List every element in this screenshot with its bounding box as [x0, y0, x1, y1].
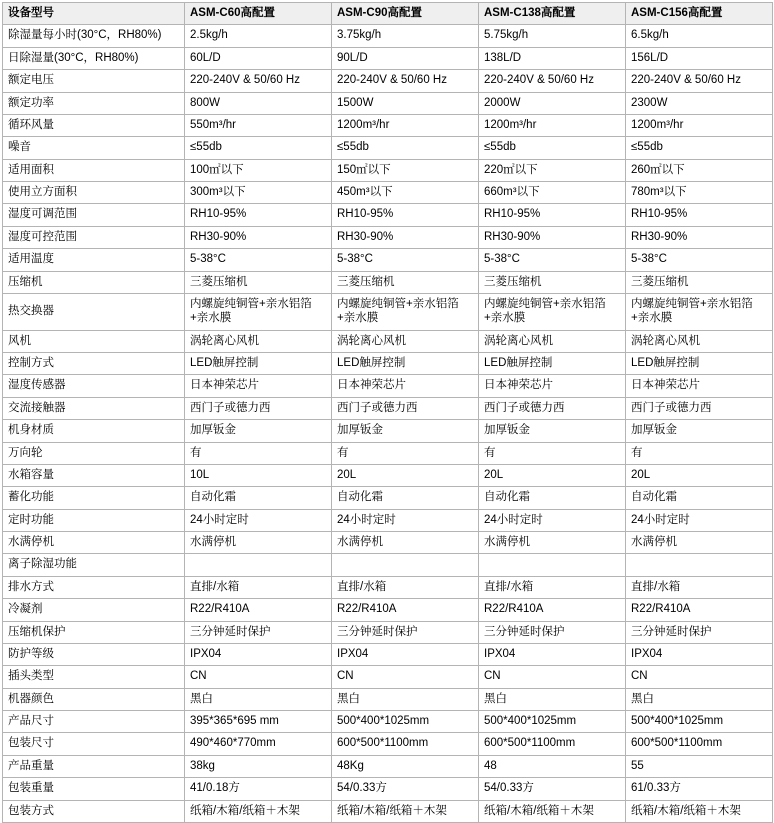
- row-label: 定时功能: [3, 509, 185, 531]
- table-cell: R22/R410A: [479, 599, 626, 621]
- table-cell: ≤55db: [626, 137, 773, 159]
- table-cell: 150㎡以下: [332, 159, 479, 181]
- table-cell: 三分钟延时保护: [626, 621, 773, 643]
- row-label: 压缩机: [3, 271, 185, 293]
- row-label: 控制方式: [3, 353, 185, 375]
- table-row: [3, 92, 773, 114]
- table-cell: 5-38°C: [185, 249, 332, 271]
- row-label: 湿度可调范围: [3, 204, 185, 226]
- table-row: [3, 159, 773, 181]
- table-cell: 550m³/hr: [185, 114, 332, 136]
- table-cell: LED触屏控制: [185, 353, 332, 375]
- table-row: [3, 137, 773, 159]
- table-cell: [332, 554, 479, 576]
- column-header-c156: ASM-C156高配置: [626, 3, 773, 25]
- row-label: 插头类型: [3, 666, 185, 688]
- table-cell: 纸箱/木箱/纸箱＋木架: [479, 800, 626, 822]
- table-cell: 涡轮离心风机: [626, 330, 773, 352]
- row-label: 除湿量每小时(30°C，RH80%): [3, 25, 185, 47]
- table-cell: CN: [626, 666, 773, 688]
- table-cell: 2.5kg/h: [185, 25, 332, 47]
- table-cell: 加厚钣金: [332, 420, 479, 442]
- table-cell: ≤55db: [185, 137, 332, 159]
- table-cell: 涡轮离心风机: [332, 330, 479, 352]
- row-label: 日除湿量(30°C，RH80%): [3, 47, 185, 69]
- table-cell: 内螺旋纯铜管+亲水铝箔+亲水膜: [185, 293, 332, 330]
- table-row: [3, 375, 773, 397]
- table-cell: 西门子或德力西: [185, 397, 332, 419]
- table-cell: 24小时定时: [626, 509, 773, 531]
- column-header-model: 设备型号: [3, 3, 185, 25]
- table-row: [3, 688, 773, 710]
- row-label: 万向轮: [3, 442, 185, 464]
- table-cell: 600*500*1100mm: [479, 733, 626, 755]
- table-cell: 2300W: [626, 92, 773, 114]
- table-row: [3, 249, 773, 271]
- table-cell: 内螺旋纯铜管+亲水铝箔+亲水膜: [626, 293, 773, 330]
- row-label: 风机: [3, 330, 185, 352]
- table-cell: 1200m³/hr: [479, 114, 626, 136]
- table-cell: 156L/D: [626, 47, 773, 69]
- table-row: [3, 25, 773, 47]
- table-cell: 54/0.33方: [479, 778, 626, 800]
- table-cell: 5-38°C: [479, 249, 626, 271]
- row-label: 适用面积: [3, 159, 185, 181]
- table-cell: 55: [626, 755, 773, 777]
- table-cell: RH30-90%: [479, 226, 626, 248]
- table-row: [3, 442, 773, 464]
- row-label: 水满停机: [3, 532, 185, 554]
- row-label: 防护等级: [3, 643, 185, 665]
- table-cell: 黑白: [332, 688, 479, 710]
- column-header-c138: ASM-C138高配置: [479, 3, 626, 25]
- row-label: 噪音: [3, 137, 185, 159]
- table-cell: 100㎡以下: [185, 159, 332, 181]
- table-cell: 直排/水箱: [332, 576, 479, 598]
- table-row: [3, 353, 773, 375]
- table-cell: 三菱压缩机: [479, 271, 626, 293]
- table-row: [3, 554, 773, 576]
- row-label: 适用温度: [3, 249, 185, 271]
- table-row: [3, 204, 773, 226]
- table-cell: 600*500*1100mm: [332, 733, 479, 755]
- table-row: [3, 643, 773, 665]
- table-row: [3, 666, 773, 688]
- table-cell: ≤55db: [479, 137, 626, 159]
- row-label: 额定功率: [3, 92, 185, 114]
- table-cell: 780m³以下: [626, 182, 773, 204]
- table-cell: 61/0.33方: [626, 778, 773, 800]
- table-cell: R22/R410A: [185, 599, 332, 621]
- table-cell: 涡轮离心风机: [479, 330, 626, 352]
- row-label: 机器颜色: [3, 688, 185, 710]
- row-label: 产品重量: [3, 755, 185, 777]
- table-cell: 60L/D: [185, 47, 332, 69]
- table-cell: 水满停机: [185, 532, 332, 554]
- table-cell: 三菱压缩机: [332, 271, 479, 293]
- table-cell: 纸箱/木箱/纸箱＋木架: [332, 800, 479, 822]
- table-cell: R22/R410A: [626, 599, 773, 621]
- table-row: [3, 576, 773, 598]
- table-row: [3, 487, 773, 509]
- table-cell: 5-38°C: [626, 249, 773, 271]
- row-label: 产品尺寸: [3, 711, 185, 733]
- table-cell: 涡轮离心风机: [185, 330, 332, 352]
- table-cell: LED触屏控制: [626, 353, 773, 375]
- table-cell: 纸箱/木箱/纸箱＋木架: [185, 800, 332, 822]
- table-cell: 10L: [185, 464, 332, 486]
- row-label: 离子除湿功能: [3, 554, 185, 576]
- table-row: [3, 182, 773, 204]
- table-cell: ≤55db: [332, 137, 479, 159]
- table-cell: 1500W: [332, 92, 479, 114]
- table-row: [3, 420, 773, 442]
- table-cell: [479, 554, 626, 576]
- table-row: [3, 733, 773, 755]
- table-cell: 490*460*770mm: [185, 733, 332, 755]
- table-cell: 水满停机: [626, 532, 773, 554]
- table-cell: 直排/水箱: [479, 576, 626, 598]
- row-label: 额定电压: [3, 70, 185, 92]
- table-cell: 38kg: [185, 755, 332, 777]
- table-cell: 600*500*1100mm: [626, 733, 773, 755]
- table-cell: 三菱压缩机: [626, 271, 773, 293]
- table-cell: 500*400*1025mm: [626, 711, 773, 733]
- table-cell: 纸箱/木箱/纸箱＋木架: [626, 800, 773, 822]
- table-cell: 500*400*1025mm: [479, 711, 626, 733]
- table-cell: 395*365*695 mm: [185, 711, 332, 733]
- table-cell: 黑白: [626, 688, 773, 710]
- table-cell: 加厚钣金: [185, 420, 332, 442]
- table-cell: RH10-95%: [479, 204, 626, 226]
- table-cell: LED触屏控制: [479, 353, 626, 375]
- table-cell: RH30-90%: [332, 226, 479, 248]
- table-cell: RH30-90%: [185, 226, 332, 248]
- table-cell: 41/0.18方: [185, 778, 332, 800]
- table-cell: 20L: [332, 464, 479, 486]
- table-cell: [626, 554, 773, 576]
- table-row: [3, 778, 773, 800]
- table-cell: 内螺旋纯铜管+亲水铝箔+亲水膜: [479, 293, 626, 330]
- table-row: [3, 114, 773, 136]
- table-row: [3, 271, 773, 293]
- table-cell: RH10-95%: [626, 204, 773, 226]
- specification-table: [2, 2, 773, 823]
- table-cell: 直排/水箱: [626, 576, 773, 598]
- row-label: 包装尺寸: [3, 733, 185, 755]
- table-cell: 450m³以下: [332, 182, 479, 204]
- row-label: 冷凝剂: [3, 599, 185, 621]
- table-header: [3, 3, 773, 25]
- table-cell: 西门子或德力西: [626, 397, 773, 419]
- table-cell: 1200m³/hr: [626, 114, 773, 136]
- table-cell: IPX04: [479, 643, 626, 665]
- table-cell: 三分钟延时保护: [185, 621, 332, 643]
- table-row: [3, 226, 773, 248]
- table-cell: RH10-95%: [185, 204, 332, 226]
- table-cell: 48Kg: [332, 755, 479, 777]
- table-cell: 800W: [185, 92, 332, 114]
- table-cell: IPX04: [626, 643, 773, 665]
- table-cell: 内螺旋纯铜管+亲水铝箔+亲水膜: [332, 293, 479, 330]
- table-cell: 有: [479, 442, 626, 464]
- table-row: [3, 464, 773, 486]
- table-cell: CN: [332, 666, 479, 688]
- table-cell: 1200m³/hr: [332, 114, 479, 136]
- row-label: 包装重量: [3, 778, 185, 800]
- table-cell: 三菱压缩机: [185, 271, 332, 293]
- table-cell: 20L: [479, 464, 626, 486]
- table-row: [3, 621, 773, 643]
- table-row: [3, 800, 773, 822]
- row-label: 包装方式: [3, 800, 185, 822]
- table-row: [3, 397, 773, 419]
- table-row: [3, 532, 773, 554]
- table-cell: 水满停机: [479, 532, 626, 554]
- table-cell: 220-240V & 50/60 Hz: [332, 70, 479, 92]
- table-cell: [185, 554, 332, 576]
- table-cell: 三分钟延时保护: [332, 621, 479, 643]
- table-cell: 24小时定时: [332, 509, 479, 531]
- row-label: 使用立方面积: [3, 182, 185, 204]
- table-cell: 300m³以下: [185, 182, 332, 204]
- table-row: [3, 330, 773, 352]
- row-label: 水箱容量: [3, 464, 185, 486]
- table-row: [3, 509, 773, 531]
- table-cell: LED触屏控制: [332, 353, 479, 375]
- table-header-row: [3, 3, 773, 25]
- table-cell: 220-240V & 50/60 Hz: [626, 70, 773, 92]
- table-cell: RH30-90%: [626, 226, 773, 248]
- table-cell: 日本神荣芯片: [332, 375, 479, 397]
- table-row: [3, 70, 773, 92]
- table-row: [3, 47, 773, 69]
- table-cell: 20L: [626, 464, 773, 486]
- table-cell: 有: [626, 442, 773, 464]
- table-cell: 2000W: [479, 92, 626, 114]
- row-label: 循环风量: [3, 114, 185, 136]
- table-cell: 黑白: [479, 688, 626, 710]
- table-cell: 500*400*1025mm: [332, 711, 479, 733]
- table-cell: 260㎡以下: [626, 159, 773, 181]
- table-cell: 自动化霜: [185, 487, 332, 509]
- row-label: 湿度传感器: [3, 375, 185, 397]
- row-label: 交流接触器: [3, 397, 185, 419]
- table-cell: 加厚钣金: [626, 420, 773, 442]
- table-row: [3, 755, 773, 777]
- row-label: 湿度可控范围: [3, 226, 185, 248]
- table-cell: 5-38°C: [332, 249, 479, 271]
- table-cell: IPX04: [332, 643, 479, 665]
- table-cell: 西门子或德力西: [479, 397, 626, 419]
- table-cell: 日本神荣芯片: [185, 375, 332, 397]
- table-cell: 黑白: [185, 688, 332, 710]
- table-cell: 6.5kg/h: [626, 25, 773, 47]
- table-cell: 48: [479, 755, 626, 777]
- table-row: [3, 293, 773, 330]
- row-label: 机身材质: [3, 420, 185, 442]
- table-body: [3, 25, 773, 823]
- table-cell: 220㎡以下: [479, 159, 626, 181]
- table-cell: 自动化霜: [479, 487, 626, 509]
- table-cell: 西门子或德力西: [332, 397, 479, 419]
- table-cell: 5.75kg/h: [479, 25, 626, 47]
- table-row: [3, 599, 773, 621]
- table-row: [3, 711, 773, 733]
- row-label: 排水方式: [3, 576, 185, 598]
- table-cell: 24小时定时: [479, 509, 626, 531]
- table-cell: 660m³以下: [479, 182, 626, 204]
- table-cell: 138L/D: [479, 47, 626, 69]
- column-header-c90: ASM-C90高配置: [332, 3, 479, 25]
- row-label: 压缩机保护: [3, 621, 185, 643]
- table-cell: 自动化霜: [332, 487, 479, 509]
- table-cell: 54/0.33方: [332, 778, 479, 800]
- table-cell: 24小时定时: [185, 509, 332, 531]
- table-cell: 加厚钣金: [479, 420, 626, 442]
- row-label: 热交换器: [3, 293, 185, 330]
- table-cell: 220-240V & 50/60 Hz: [185, 70, 332, 92]
- table-cell: 三分钟延时保护: [479, 621, 626, 643]
- table-cell: 自动化霜: [626, 487, 773, 509]
- table-cell: 水满停机: [332, 532, 479, 554]
- table-cell: 220-240V & 50/60 Hz: [479, 70, 626, 92]
- table-cell: 90L/D: [332, 47, 479, 69]
- row-label: 蓄化功能: [3, 487, 185, 509]
- column-header-c60: ASM-C60高配置: [185, 3, 332, 25]
- table-cell: 日本神荣芯片: [479, 375, 626, 397]
- table-cell: CN: [479, 666, 626, 688]
- table-cell: RH10-95%: [332, 204, 479, 226]
- table-cell: CN: [185, 666, 332, 688]
- table-cell: R22/R410A: [332, 599, 479, 621]
- table-cell: 3.75kg/h: [332, 25, 479, 47]
- table-cell: IPX04: [185, 643, 332, 665]
- table-cell: 有: [185, 442, 332, 464]
- table-cell: 日本神荣芯片: [626, 375, 773, 397]
- table-cell: 直排/水箱: [185, 576, 332, 598]
- table-cell: 有: [332, 442, 479, 464]
